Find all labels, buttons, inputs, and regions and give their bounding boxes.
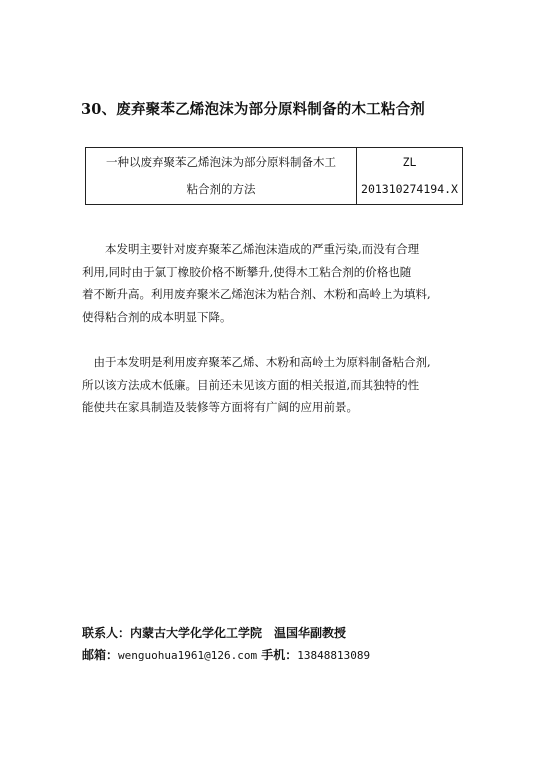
patent-number-prefix: ZL — [402, 155, 417, 169]
document-title: 30、废弃聚苯乙烯泡沫为部分原料制备的木工粘合剂 — [81, 101, 425, 118]
patent-name-line-1: 一种以废弃聚苯乙烯泡沫为部分原料制备木工 — [106, 155, 336, 169]
email-label: 邮箱： — [82, 648, 119, 662]
patent-name-cell — [86, 148, 357, 205]
phone-label: 手机： — [261, 648, 298, 662]
contact-person-value: 内蒙古大学化学化工学院 温国华副教授 — [130, 626, 347, 640]
paragraph-1-line: 使得粘合剂的成本明显下降。 — [82, 309, 232, 324]
patent-row — [86, 148, 463, 205]
patent-table — [85, 147, 463, 205]
contact-details — [82, 646, 370, 663]
paragraph-1-line: 本发明主要针对废弃聚苯乙烯泡沫造成的严重污染,而没有合理 — [82, 242, 420, 256]
email-address: wenguohua1961@126.com — [118, 649, 258, 662]
patent-name-line-2: 粘合剂的方法 — [186, 182, 256, 196]
contact-person — [82, 624, 346, 641]
patent-number-value: 201310274194.X — [361, 182, 458, 196]
paragraph-1-line: 着不断升高。利用废弃聚米乙烯泡沫为粘合剂、木粉和高岭上为填料, — [82, 287, 431, 301]
contact-person-label: 联系人： — [82, 626, 131, 640]
patent-number-cell — [357, 148, 463, 205]
paragraph-2-line: 能使共在家具制造及装修等方面将有广阔的应用前景。 — [82, 400, 358, 414]
phone-number: 13848813089 — [297, 649, 371, 662]
paragraph-2 — [82, 351, 474, 419]
paragraph-2-line: 所以该方法成木低廉。目前还未见该方面的相关报道,而其独特的性 — [82, 377, 420, 392]
paragraph-1 — [82, 238, 474, 328]
paragraph-2-line: 由于本发明是利用废弃聚苯乙烯、木粉和高岭土为原料制备粘合剂, — [82, 355, 431, 369]
paragraph-1-line: 利用,同时由于氯丁橡胶价格不断攀升,使得木工粘合剂的价格也随 — [82, 264, 412, 279]
